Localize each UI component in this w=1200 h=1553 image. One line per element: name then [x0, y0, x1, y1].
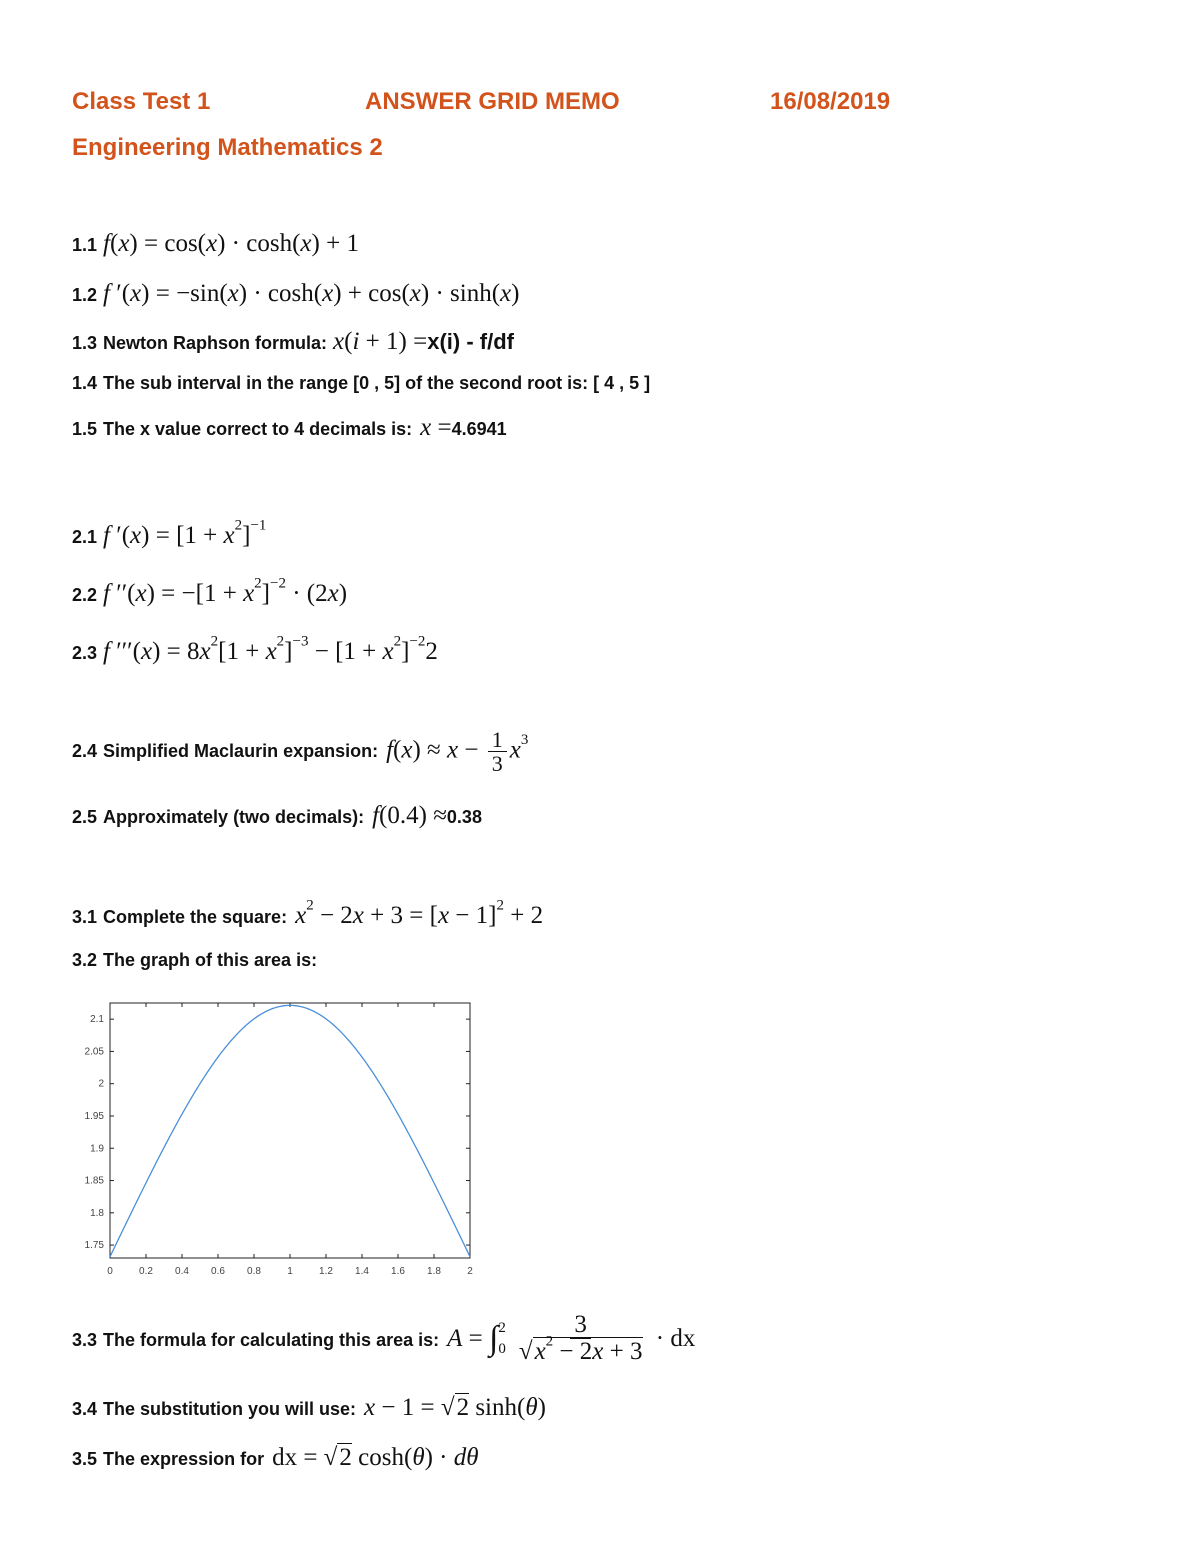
question-number: 1.5: [72, 419, 98, 439]
header-title: ANSWER GRID MEMO: [365, 88, 620, 115]
answer-3-3: [72, 1312, 695, 1366]
question-label: Simplified Maclaurin expansion:: [103, 741, 379, 762]
answer-1-3: [72, 328, 514, 356]
answer-3-2: [72, 950, 317, 971]
question-number: 3.1: [72, 907, 98, 927]
question-number: 3.3: [72, 1329, 98, 1350]
answer-value: 0.38: [446, 807, 482, 827]
x-tick-label: 1: [287, 1266, 293, 1277]
equation: f $'(x) = [1 + x^2]^{-1}$: [103, 517, 267, 549]
question-number: 3.2: [72, 950, 98, 970]
x-tick-label: 0.2: [139, 1266, 153, 1277]
equation: f $'''(x) = 8x^2[1 + x^2]^{-3} - [1 + x^2]^{-2}2$: [103, 633, 438, 665]
answer-2-5: [72, 802, 482, 830]
y-tick-label: 1.8: [90, 1207, 104, 1219]
answer-3-4: [72, 1394, 546, 1422]
answer-1-4: [72, 373, 650, 394]
equation: f(0.4) ≈: [372, 802, 447, 829]
question-label: The x value correct to 4 decimals is:: [103, 419, 413, 439]
answer-value: x(i) - f/df: [427, 329, 514, 354]
x-tick-label: 1.2: [319, 1266, 333, 1277]
x-tick-label: 2: [467, 1266, 473, 1277]
question-number: 3.4: [72, 1399, 98, 1419]
answer-1-2: [72, 280, 519, 308]
x-tick-label: 1.8: [427, 1266, 441, 1277]
equation: $x^2 - 2x + 3 = [x - 1]^2 + 2$: [295, 897, 544, 929]
equation: dx = √2 cosh(θ) · dθ: [272, 1444, 479, 1471]
answer-3-1: [72, 897, 544, 930]
question-label: The expression for: [103, 1449, 265, 1469]
question-label: The graph of this area is:: [103, 950, 318, 970]
equation: f(x) ≈ x − $\frac{1}{3}$ $x^3$: [386, 727, 529, 777]
question-number: 2.1: [72, 527, 98, 547]
question-number: 2.2: [72, 585, 98, 605]
answer-1-5: [72, 414, 507, 442]
question-number: 2.4: [72, 741, 98, 762]
x-tick-label: 0: [107, 1266, 113, 1277]
question-label: The substitution you will use:: [103, 1399, 357, 1419]
answer-1-1: [72, 230, 359, 258]
question-label: Complete the square:: [103, 907, 288, 927]
answer-value: 4.6941: [451, 419, 507, 439]
area-graph: [72, 995, 482, 1285]
x-tick-label: 1.4: [355, 1266, 369, 1277]
x-tick-label: 0.8: [247, 1266, 261, 1277]
question-number: 2.3: [72, 643, 98, 663]
equation: x(i + 1) =: [333, 328, 428, 355]
question-number: 1.3: [72, 333, 98, 353]
answer-2-4: [72, 728, 528, 775]
x-tick-label: 0.6: [211, 1266, 225, 1277]
y-tick-label: 2.1: [90, 1014, 104, 1026]
equation: f ′(x) = −sin(x) · cosh(x) + cos(x) · sinh(x): [103, 280, 520, 307]
x-tick-label: 0.4: [175, 1266, 189, 1277]
header-subtitle: Engineering Mathematics 2: [72, 134, 383, 161]
integral-equation: A = ∫ 2 0 $\frac{3}{√x^2 - 2x + 3}$ · dx: [447, 1311, 696, 1366]
question-number: 2.5: [72, 807, 98, 827]
answer-2-3: [72, 633, 438, 666]
equation: f(x) = cos(x) · cosh(x) + 1: [103, 230, 359, 257]
question-number: 1.2: [72, 285, 98, 305]
y-tick-label: 1.9: [90, 1143, 104, 1155]
equation: f $''(x) = -[1 + x^2]^{-2} \cdot (2x)$: [103, 575, 348, 607]
y-tick-label: 1.95: [84, 1110, 104, 1122]
x-tick-label: 1.6: [391, 1266, 405, 1277]
equation: x − 1 = √2 sinh(θ): [364, 1394, 546, 1421]
question-label: The sub interval in the range [0 , 5] of the second root is: [ 4 , 5 ]: [103, 373, 651, 393]
answer-2-2: [72, 575, 348, 608]
answer-3-5: [72, 1444, 479, 1472]
y-tick-label: 1.85: [84, 1175, 104, 1187]
y-tick-label: 1.75: [84, 1240, 104, 1252]
header-left: Class Test 1: [72, 88, 211, 115]
y-tick-label: 2: [98, 1078, 104, 1090]
question-number: 3.5: [72, 1449, 98, 1469]
question-label: Newton Raphson formula:: [103, 333, 328, 353]
header-date: 16/08/2019: [770, 88, 891, 115]
question-number: 1.1: [72, 235, 98, 255]
equation: x =: [420, 414, 452, 441]
question-label: The formula for calculating this area is:: [103, 1329, 440, 1350]
answer-2-1: [72, 517, 267, 550]
plot-frame: [110, 1003, 470, 1258]
question-label: Approximately (two decimals):: [103, 807, 365, 827]
question-number: 1.4: [72, 373, 98, 393]
y-tick-label: 2.05: [84, 1046, 104, 1058]
